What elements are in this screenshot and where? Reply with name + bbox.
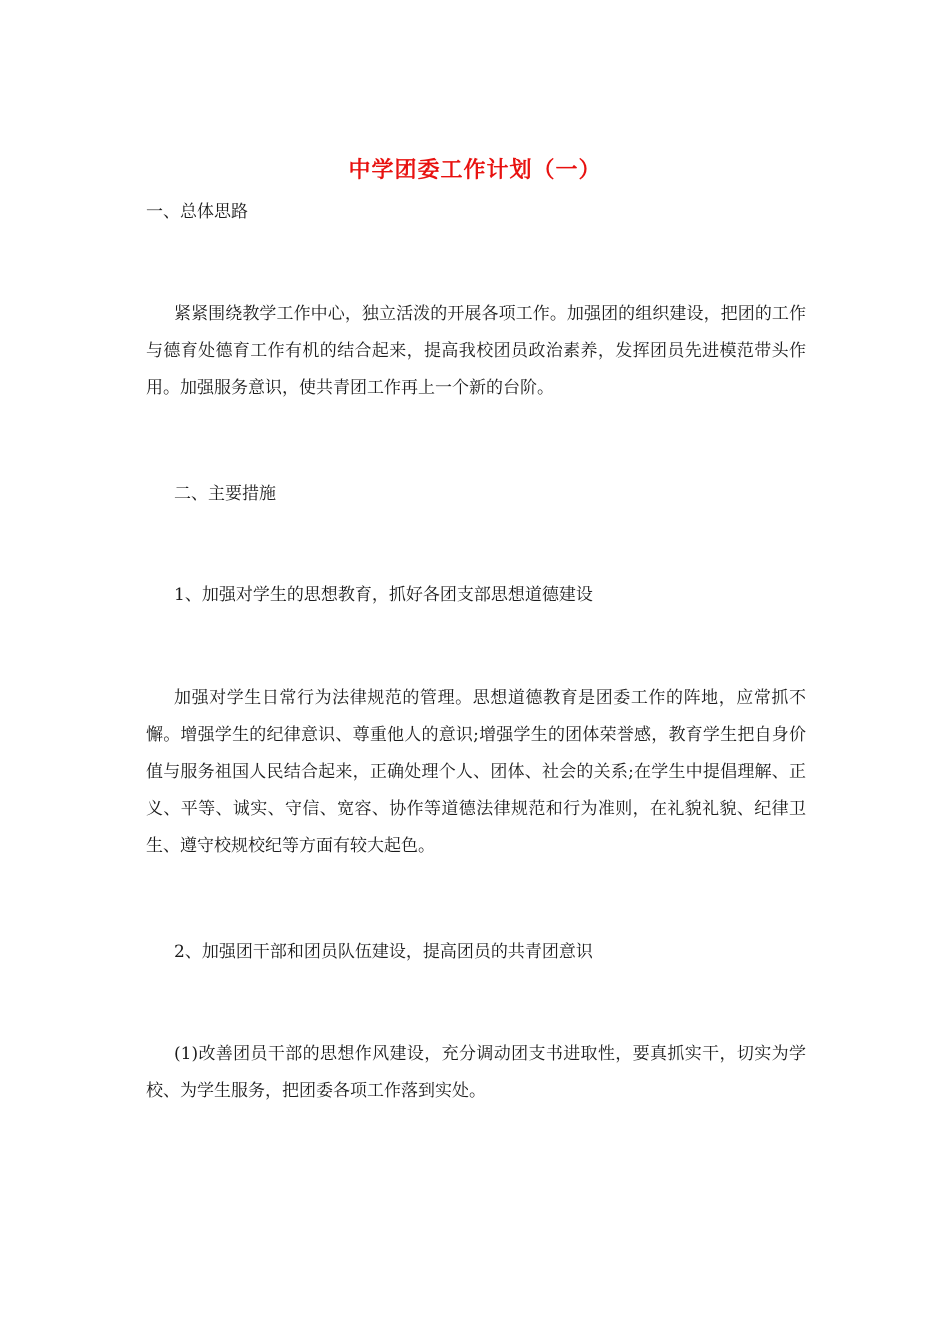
subheading-ideological-education: 1、加强对学生的思想教育，抓好各团支部思想道德建设	[174, 585, 593, 605]
section-heading-overall-approach: 一、总体思路	[146, 202, 248, 222]
paragraph-behavior-management: 加强对学生日常行为法律规范的管理。思想道德教育是团委工作的阵地，应常抓不懈。增强学生的纪律意识、尊重他人的意识;增强学生的团体荣誉感，教育学生把自身价值与服务祖国人民结合起来，正确处理个人、团体、社会的关系;在学生中提倡理解、正义、平等、诚实、守信、宽容、协作等道德法律规范和行为准则，在礼貌礼貌、纪律卫生、遵守校规校纪等方面有较大起色。	[146, 688, 806, 856]
section-heading-main-measures: 二、主要措施	[174, 484, 276, 504]
paragraph-overall-approach: 紧紧围绕教学工作中心，独立活泼的开展各项工作。加强团的组织建设，把团的工作与德育处德育工作有机的结合起来，提高我校团员政治素养，发挥团员先进模范带头作用。加强服务意识，使共青团工作再上一个新的台阶。	[146, 304, 806, 398]
subheading-league-cadre-building: 2、加强团干部和团员队伍建设，提高团员的共青团意识	[174, 942, 593, 962]
paragraph-cadre-work-style: (1)改善团员干部的思想作风建设，充分调动团支书进取性，要真抓实干，切实为学校、为学生服务，把团委各项工作落到实处。	[146, 1044, 806, 1101]
document-title: 中学团委工作计划（一）	[348, 157, 602, 183]
